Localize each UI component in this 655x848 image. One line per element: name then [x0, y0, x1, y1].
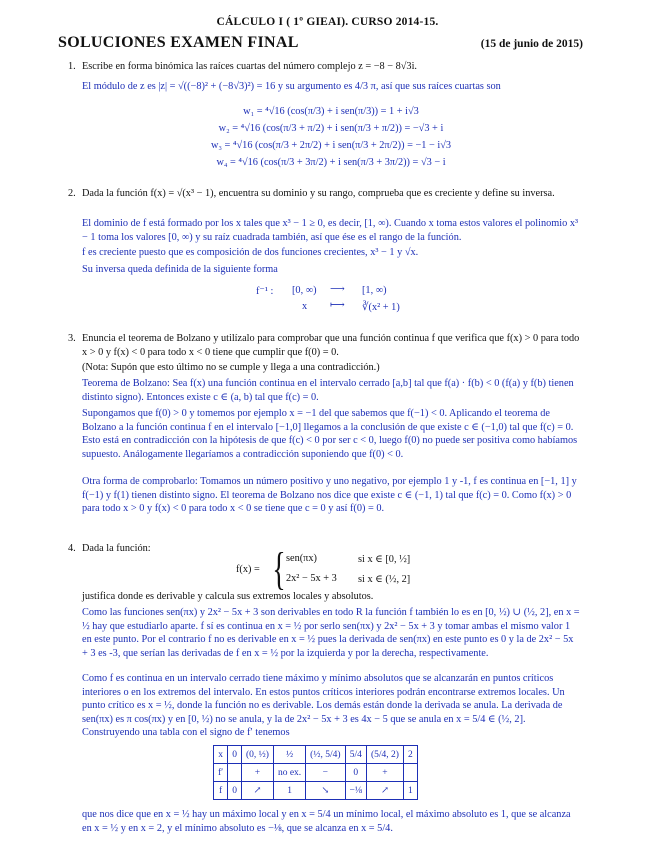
q3-answer-proof: Supongamos que f(0) > 0 y tomemos por ejemplo x = −1 del que sabemos que f(−1) < 0. Aplicando el teorema de Bolzano a la función continua f en el intervalo [−1,0] llegamos a la conclusión de que existe c ∈ (−1,0) tal que f(c) = 0. Esto está en contradicción con la hipótesis de que f(c) < 0 por ser c < 0, luego f(0) no puede ser positiva como habíamos supuesto. Análogamente llegaríamos a contradicción suponiendo que f(0) < 0.	[82, 408, 578, 460]
table-cell: (5/4, 2)	[367, 746, 404, 764]
table-cell: (0, ½)	[242, 746, 274, 764]
inverse-expression: ∛(x² + 1)	[362, 302, 400, 313]
piece-1-expression: sen(πx)	[286, 553, 317, 564]
q3-answer-alternative: Otra forma de comprobarlo: Tomamos un número positivo y uno negativo, por ejemplo 1 y -1, f es continua en [−1, 1] y f(−1) y f(1) tienen distinto signo. El teorema de Bolzano nos dice que existe c ∈ (−1, 1) tal que f(c) = 0. Como f(x) > 0 para todo x > 0 y f(x) < 0 para todo x < 0 se tiene que c = 0 y así f(0) = 0.	[82, 476, 577, 515]
q1-root-4: w₄ = ⁴√16 (cos(π/3 + 3π/2) + i sen(π/3 + 3π/2)) = √3 − i	[216, 157, 446, 168]
table-cell: no ex.	[273, 764, 305, 782]
inverse-range: [1, ∞)	[362, 285, 387, 296]
inverse-label: f⁻¹ :	[256, 286, 274, 297]
table-cell: f′	[214, 764, 228, 782]
q1-statement: Escribe en forma binómica las raíces cuartas del número complejo z = −8 − 8√3i.	[82, 61, 418, 72]
q2-answer-domain: El dominio de f está formado por los x tales que x³ − 1 ≥ 0, es decir, [1, ∞). Cuando x toma estos valores el polinomio x³ − 1 toma los valores [0, ∞) y su raíz cuadrada también, así que ése es el rango de la función.	[82, 218, 579, 243]
q2-answer-inverse-intro: Su inversa queda definida de la siguiente forma	[82, 264, 278, 275]
page-title: SOLUCIONES EXAMEN FINAL	[58, 34, 299, 51]
q1-root-2: w₂ = ⁴√16 (cos(π/3 + π/2) + i sen(π/3 + π/2)) = −√3 + i	[218, 123, 444, 134]
q2-number: 2.	[68, 188, 76, 199]
inverse-domain: [0, ∞)	[292, 285, 317, 296]
table-cell: −⅛	[345, 782, 366, 800]
q4-number: 4.	[68, 543, 76, 554]
table-cell: f	[214, 782, 228, 800]
table-cell	[403, 764, 417, 782]
q4-conclusion: que nos dice que en x = ½ hay un máximo local y en x = 5/4 un mínimo local, el máximo absoluto es 1, que se alcanza en x = ½ y en x = 2, y el mínimo absoluto es −⅛, que se alcanza en x = 5/4.	[82, 809, 571, 834]
table-cell: 1	[403, 782, 417, 800]
table-cell: (½, 5/4)	[306, 746, 345, 764]
table-row	[214, 782, 418, 800]
derivative-sign-table	[213, 745, 418, 800]
table-cell: 5/4	[345, 746, 366, 764]
table-cell: 1	[273, 782, 305, 800]
piece-1-condition: si x ∈ [0, ½]	[358, 554, 411, 565]
q3-bolzano-theorem: Teorema de Bolzano: Sea f(x) una función continua en el intervalo cerrado [a,b] tal que f(a) · f(b) < 0 (f(a) y f(b) tienen distinto signo). Entonces existe c ∈ (a, b) tal que f(c) = 0.	[82, 378, 574, 403]
table-cell: 0	[228, 782, 242, 800]
q1-number: 1.	[68, 61, 76, 72]
q4-answer-differentiability: Como las funciones sen(πx) y 2x² − 5x + 3 son derivables en todo R la función f también lo es en [0, ½) ∪ (½, 2], en x = ½ hay que estudiarlo aparte. f sí es continua en x = ½ por serlo sen(πx) y 2x² − 5x + 3 y tomar ambas el mismo valor 1 en este punto. Por el contrario f no es derivable en x = ½ pues la derivada de sen(πx) en este punto es 0 y la de 2x² − 5x + 3 es -3, que serían las derivadas de f en x = ½ por la izquierda y por la derecha, respectivamente.	[82, 607, 580, 659]
table-row	[214, 746, 418, 764]
q3-statement: Enuncia el teorema de Bolzano y utilízalo para comprobar que una función continua f que verifica que f(x) > 0 para todo x > 0 y f(x) < 0 para todo x < 0 tiene que cumplir que f(0) = 0.	[82, 333, 580, 358]
table-cell: +	[242, 764, 274, 782]
q2-statement: Dada la función f(x) = √(x³ − 1), encuentra su dominio y su rango, comprueba que es creciente y define su inversa.	[82, 188, 555, 199]
exam-date: (15 de junio de 2015)	[480, 38, 583, 50]
q4-answer-extrema: Como f es continua en un intervalo cerrado tiene máximo y mínimo absolutos que se alcanzarán en puntos críticos interiores o en los extremos del intervalo. En estos puntos críticos interiores podrán encontrarse extremos locales. Un punto crítico es x = ½, donde la función no es derivable. Los demás están donde la derivada se anula. La derivada de sen(πx) es π cos(πx) y en [0, ½) no se anula, y la de 2x² − 5x + 3 es 4x − 5 que se anula en x = 5/4 ∈ (½, 2]. Construyendo una tabla con el signo de f′ tenemos	[82, 673, 565, 739]
inverse-maps-arrow: ⟼	[330, 300, 345, 311]
table-cell: ↘	[306, 782, 345, 800]
course-header: CÁLCULO I ( 1º GIEAI). CURSO 2014-15.	[216, 16, 439, 28]
q4-statement: Dada la función:	[82, 543, 151, 554]
table-cell: −	[306, 764, 345, 782]
piece-2-condition: si x ∈ (½, 2]	[358, 574, 411, 585]
q1-answer-intro: El módulo de z es |z| = √((−8)² + (−8√3)²) = 16 y su argumento es 4/3 π, así que sus raíces cuartas son	[82, 81, 501, 92]
q3-note: (Nota: Supón que esto último no se cumple y llega a una contradicción.)	[82, 362, 380, 373]
table-cell: 0	[345, 764, 366, 782]
table-cell	[228, 764, 242, 782]
table-cell: x	[214, 746, 228, 764]
table-row	[214, 764, 418, 782]
table-cell: ½	[273, 746, 305, 764]
table-cell: ↗	[242, 782, 274, 800]
q3-number: 3.	[68, 333, 76, 344]
piece-2-expression: 2x² − 5x + 3	[286, 573, 337, 584]
q1-root-3: w₃ = ⁴√16 (cos(π/3 + 2π/2) + i sen(π/3 + 2π/2)) = −1 − i√3	[210, 140, 452, 151]
piecewise-brace: {	[272, 543, 286, 594]
q4-statement-task: justifica donde es derivable y calcula sus extremos locales y absolutos.	[82, 591, 374, 602]
q2-answer-increasing: f es creciente puesto que es composición de dos funciones crecientes, x³ − 1 y √x.	[82, 247, 419, 258]
table-cell: +	[367, 764, 404, 782]
table-cell: 2	[403, 746, 417, 764]
table-cell: ↗	[367, 782, 404, 800]
table-cell: 0	[228, 746, 242, 764]
inverse-arrow: ⟶	[330, 284, 345, 295]
inverse-variable: x	[302, 301, 308, 312]
piecewise-function-label: f(x) =	[236, 564, 260, 575]
q1-root-1: w₁ = ⁴√16 (cos(π/3) + i sen(π/3)) = 1 + i√3	[243, 106, 419, 117]
